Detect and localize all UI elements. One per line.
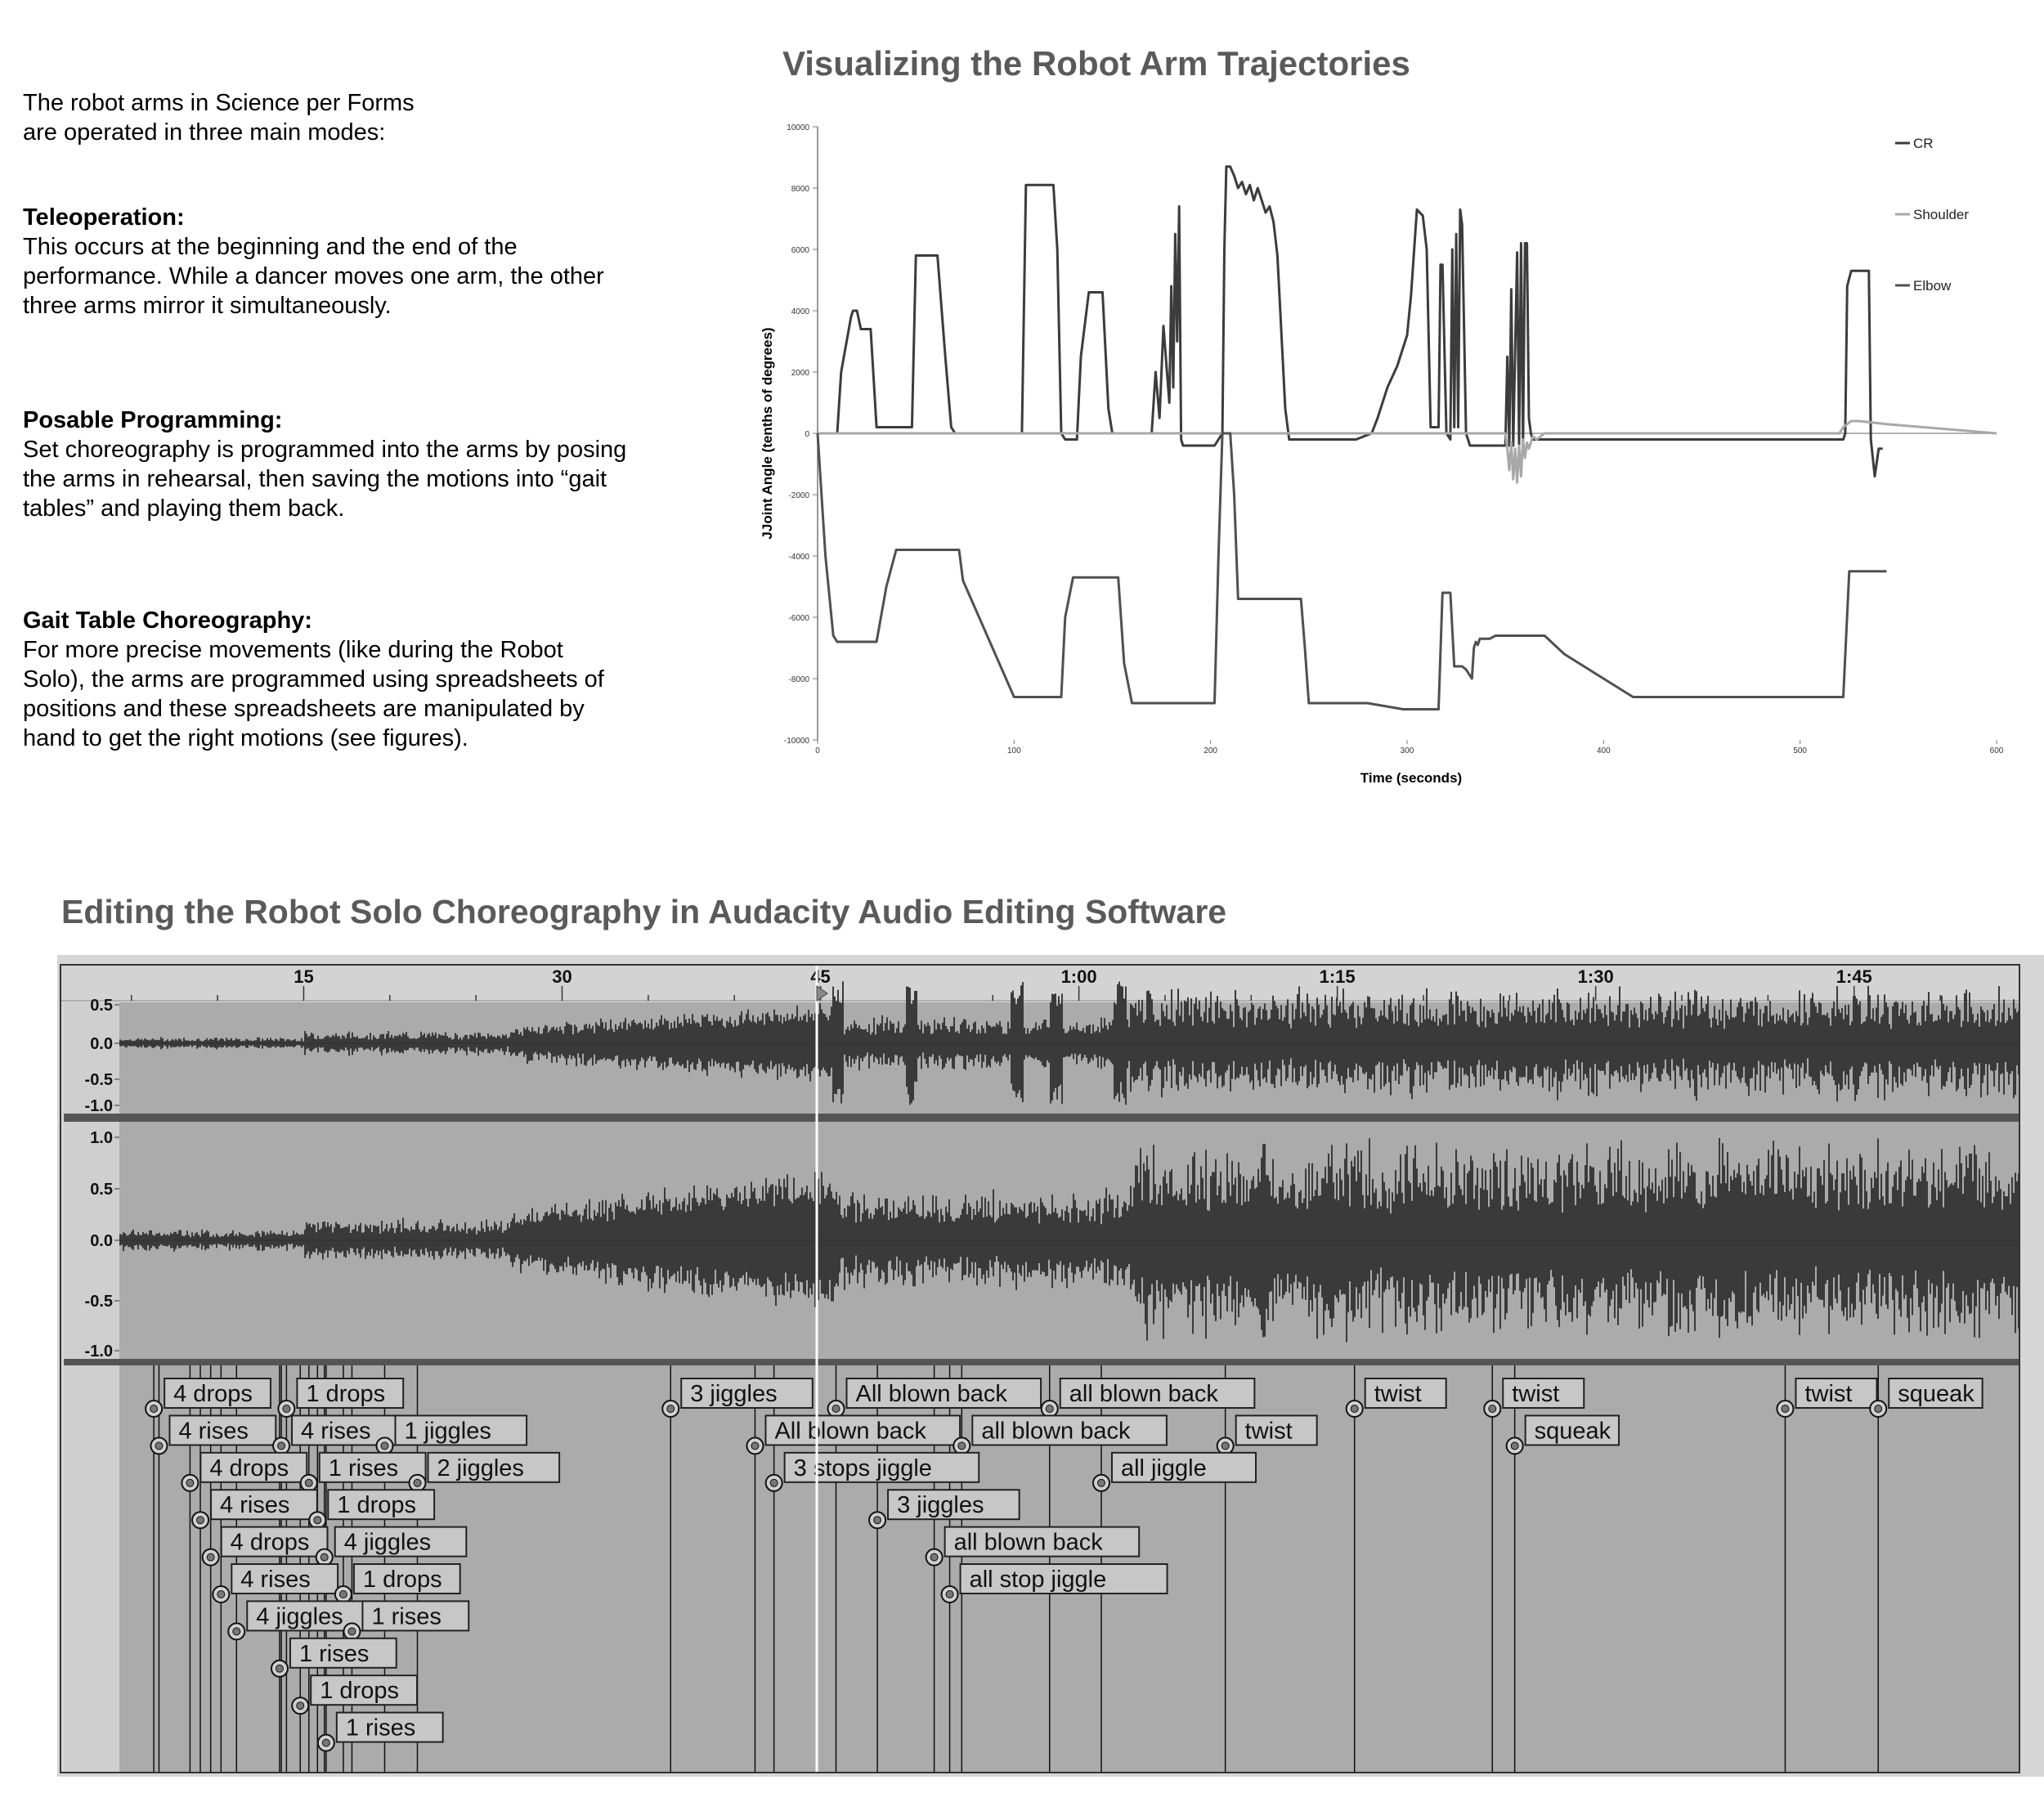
- label-handle-center-icon: [751, 1442, 759, 1450]
- amplitude-scale-label: 0.0: [90, 1232, 113, 1250]
- y-tick-label: -2000: [788, 491, 809, 500]
- label-handle-center-icon: [958, 1442, 966, 1450]
- ruler-tick-label: 1:30: [1577, 966, 1614, 987]
- y-axis-label: JJoint Angle (tenths of degrees): [760, 327, 775, 540]
- amplitude-scale-label: -1.0: [84, 1343, 113, 1360]
- mode-line: For more precise movements (like during the Robot: [23, 637, 563, 663]
- label-text: 3 stops jiggle: [793, 1455, 932, 1482]
- label-handle-center-icon: [339, 1591, 347, 1598]
- label-text: 4 drops: [173, 1381, 253, 1407]
- label-handle-center-icon: [770, 1479, 778, 1486]
- label-text: 4 rises: [240, 1567, 311, 1593]
- mode-line: This occurs at the beginning and the end of the: [23, 234, 518, 260]
- mode-line: performance. While a dancer moves one arm, the other: [23, 263, 604, 289]
- label-text: All blown back: [774, 1418, 926, 1445]
- x-tick-label: 200: [1204, 746, 1218, 755]
- label-handle-center-icon: [348, 1628, 356, 1635]
- legend-label: Elbow: [1913, 278, 1952, 294]
- trajectory-chart: [752, 106, 2028, 875]
- label-text: twist: [1374, 1381, 1422, 1407]
- timeline-ruler[interactable]: [61, 965, 2019, 1001]
- mode-line: Solo), the arms are programmed using spreadsheets of: [23, 666, 604, 693]
- label-text: 3 jiggles: [690, 1381, 778, 1407]
- label-text: squeak: [1534, 1418, 1611, 1445]
- intro-text-panel: [23, 88, 693, 147]
- label-handle-center-icon: [314, 1517, 321, 1524]
- label-text: 4 rises: [178, 1418, 249, 1445]
- label-text: 1 rises: [371, 1603, 442, 1630]
- label-handle-center-icon: [278, 1442, 285, 1450]
- y-tick-label: 4000: [791, 307, 809, 316]
- amplitude-scale-label: -0.5: [84, 1071, 113, 1089]
- ruler-tick-label: 1:00: [1060, 966, 1097, 987]
- y-tick-label: -6000: [788, 614, 809, 623]
- label-handle-center-icon: [233, 1628, 240, 1635]
- label-text: all blown back: [1069, 1381, 1218, 1407]
- ruler-tick-label: 30: [552, 966, 572, 987]
- label-text: 1 drops: [320, 1678, 399, 1705]
- label-handle-center-icon: [186, 1479, 194, 1486]
- label-text: 1 jiggles: [404, 1418, 491, 1445]
- x-tick-label: 100: [1006, 746, 1021, 755]
- label-text: 1 rises: [345, 1715, 416, 1742]
- label-handle-center-icon: [155, 1442, 163, 1450]
- intro-line-2: are operated in three main modes:: [23, 119, 386, 146]
- label-handle-center-icon: [1489, 1405, 1496, 1413]
- label-handle-center-icon: [320, 1553, 328, 1561]
- y-tick-label: -4000: [788, 553, 809, 562]
- series-line-shoulder: [818, 421, 1997, 482]
- label-handle-center-icon: [946, 1591, 953, 1598]
- mode-posable-programming: [23, 406, 710, 523]
- x-tick-label: 0: [815, 746, 820, 755]
- x-tick-label: 300: [1400, 746, 1414, 755]
- label-handle-center-icon: [1097, 1479, 1105, 1486]
- y-tick-label: 10000: [787, 123, 809, 132]
- label-handle-center-icon: [1351, 1405, 1358, 1413]
- label-handle-center-icon: [381, 1442, 388, 1450]
- label-text: all jiggle: [1120, 1455, 1207, 1482]
- label-handle-center-icon: [1511, 1442, 1518, 1450]
- label-text: 4 drops: [209, 1455, 289, 1482]
- label-handle-center-icon: [930, 1553, 938, 1561]
- label-text: squeak: [1898, 1381, 1975, 1407]
- label-handle-center-icon: [874, 1517, 881, 1524]
- mode-gait-table-choreography: [23, 606, 710, 753]
- label-handle-center-icon: [1875, 1405, 1882, 1413]
- mode-heading: Gait Table Choreography:: [23, 607, 312, 634]
- label-text: 1 rises: [328, 1455, 399, 1482]
- y-tick-label: -8000: [788, 675, 809, 684]
- chart-title: Visualizing the Robot Arm Trajectories: [782, 44, 1410, 83]
- label-text: 1 drops: [337, 1492, 417, 1519]
- label-text: twist: [1512, 1381, 1560, 1407]
- label-text: 4 drops: [230, 1529, 310, 1556]
- mode-line: tables” and playing them back.: [23, 495, 345, 522]
- label-handle-center-icon: [283, 1405, 290, 1413]
- y-tick-label: -10000: [783, 737, 809, 746]
- label-text: 4 jiggles: [343, 1529, 432, 1556]
- label-handle-center-icon: [414, 1479, 421, 1486]
- label-text: 1 rises: [298, 1640, 370, 1667]
- label-text: 2 jiggles: [437, 1455, 524, 1482]
- mode-line: Set choreography is programmed into the arms by posing: [23, 437, 627, 463]
- label-text: all stop jiggle: [969, 1567, 1107, 1593]
- label-text: 4 jiggles: [256, 1603, 343, 1630]
- label-handle-center-icon: [305, 1479, 312, 1486]
- label-handle-center-icon: [207, 1553, 214, 1561]
- amplitude-scale-label: 0.0: [90, 1035, 113, 1053]
- y-tick-label: 8000: [791, 185, 809, 194]
- amplitude-scale-label: -1.0: [84, 1097, 113, 1115]
- audacity-window: [57, 955, 2044, 1777]
- amplitude-scale-label: 1.0: [90, 1129, 113, 1147]
- label-text: 4 rises: [220, 1492, 290, 1519]
- series-line-elbow: [818, 433, 1886, 710]
- label-handle-center-icon: [322, 1739, 329, 1746]
- y-tick-label: 2000: [791, 369, 809, 378]
- label-text: twist: [1804, 1381, 1853, 1407]
- label-handle-center-icon: [150, 1405, 158, 1413]
- legend-label: CR: [1913, 136, 1934, 151]
- label-text: All blown back: [855, 1381, 1007, 1407]
- ruler-tick-label: 45: [810, 966, 831, 987]
- label-handle-center-icon: [197, 1517, 204, 1524]
- x-axis-label: Time (seconds): [1360, 770, 1463, 786]
- track-divider: [64, 1114, 2019, 1122]
- mode-line: positions and these spreadsheets are manipulated by: [23, 696, 585, 722]
- label-handle-center-icon: [832, 1405, 840, 1413]
- mode-line: the arms in rehearsal, then saving the motions into “gait: [23, 466, 607, 492]
- label-handle-center-icon: [297, 1702, 304, 1710]
- mode-line: three arms mirror it simultaneously.: [23, 293, 392, 319]
- legend-label: Shoulder: [1913, 207, 1970, 222]
- y-tick-label: 0: [805, 430, 809, 439]
- amplitude-scale-label: 0.5: [90, 1181, 113, 1199]
- ruler-tick-label: 1:45: [1836, 966, 1872, 987]
- label-text: all blown back: [953, 1529, 1103, 1556]
- mode-line: hand to get the right motions (see figures).: [23, 725, 468, 751]
- label-handle-center-icon: [276, 1665, 283, 1672]
- label-text: twist: [1244, 1418, 1293, 1445]
- label-handle-center-icon: [667, 1405, 675, 1413]
- amplitude-scale-label: -0.5: [84, 1293, 113, 1311]
- mode-heading: Posable Programming:: [23, 407, 283, 433]
- x-tick-label: 600: [1989, 746, 2004, 755]
- x-tick-label: 500: [1793, 746, 1808, 755]
- ruler-tick-label: 15: [294, 966, 314, 987]
- mode-heading: Teleoperation:: [23, 204, 185, 231]
- y-tick-label: 6000: [791, 246, 809, 255]
- label-text: 1 drops: [306, 1381, 386, 1407]
- label-handle-center-icon: [1782, 1405, 1789, 1413]
- track-divider: [64, 1359, 2019, 1365]
- intro-line-1: The robot arms in Science per Forms: [23, 90, 415, 116]
- label-text: 1 drops: [362, 1567, 442, 1593]
- label-handle-center-icon: [1221, 1442, 1229, 1450]
- ruler-tick-label: 1:15: [1319, 966, 1356, 987]
- label-text: all blown back: [981, 1418, 1131, 1445]
- x-tick-label: 400: [1596, 746, 1611, 755]
- label-handle-center-icon: [217, 1591, 225, 1598]
- label-text: 4 rises: [301, 1418, 371, 1445]
- audacity-section-title: Editing the Robot Solo Choreography in Audacity Audio Editing Software: [61, 893, 1227, 930]
- label-track-control-panel[interactable]: [64, 1365, 119, 1773]
- amplitude-scale-label: 0.5: [90, 997, 113, 1015]
- label-text: 3 jiggles: [897, 1492, 984, 1519]
- label-handle-center-icon: [1046, 1405, 1053, 1413]
- mode-teleoperation: [23, 203, 710, 321]
- series-line-cr: [818, 167, 1883, 477]
